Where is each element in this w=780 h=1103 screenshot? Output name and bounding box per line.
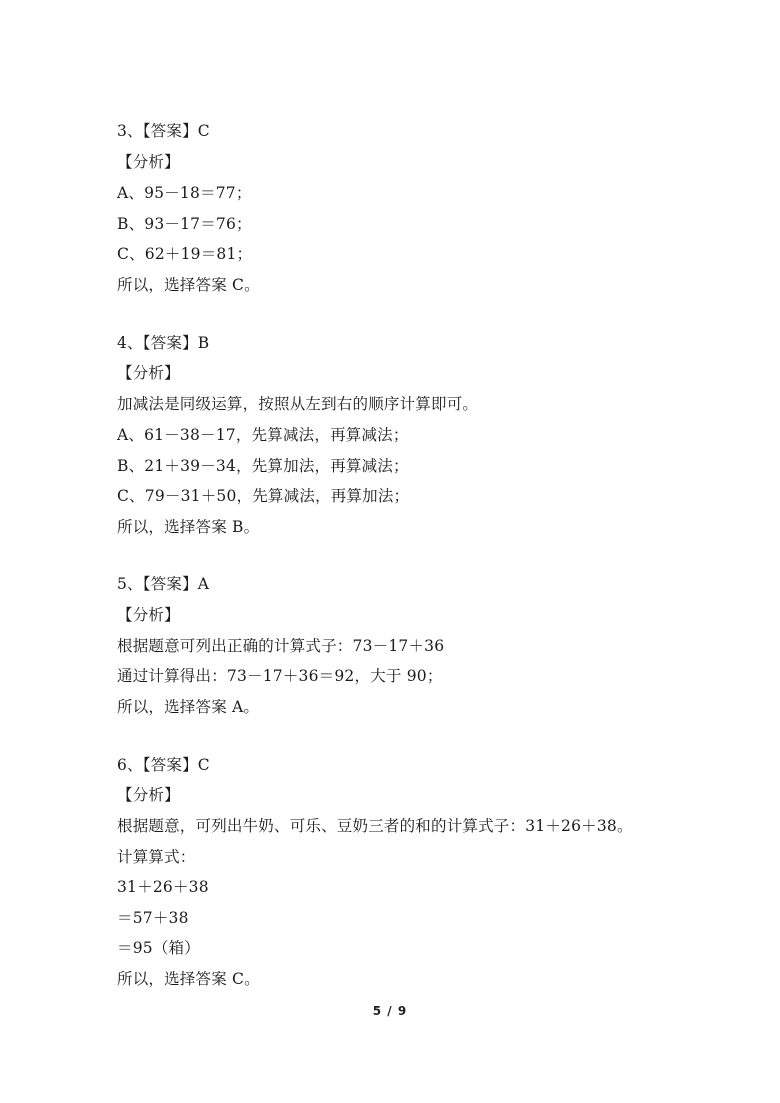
answer-3-line: C、62＋19＝81； [117, 245, 253, 263]
answer-6-line: ＝57＋38 [117, 909, 189, 927]
answer-5-analysis-label: 【分析】 [117, 606, 180, 624]
answer-6-line: 计算算式： [117, 848, 196, 866]
answer-4-line: B、21＋39－34，先算加法，再算减法； [117, 457, 409, 475]
answer-4-line: 加减法是同级运算，按照从左到右的顺序计算即可。 [117, 395, 479, 413]
answer-4-analysis-label: 【分析】 [117, 364, 180, 382]
answer-5-line: 根据题意可列出正确的计算式子：73－17＋36 [117, 637, 445, 655]
answer-5-line: 通过计算得出：73－17＋36＝92，大于 90； [117, 667, 443, 685]
answer-3-analysis-label: 【分析】 [117, 153, 180, 171]
answer-5-header: 5、【答案】A [117, 575, 210, 593]
answer-6-line: 31＋26＋38 [117, 878, 209, 896]
answer-3-conclusion: 所以，选择答案 C。 [117, 276, 260, 294]
page-number: 5 / 9 [372, 1004, 408, 1018]
answer-3-header: 3、【答案】C [117, 122, 210, 140]
answer-3-line: A、95－18＝77； [117, 184, 252, 202]
answer-3-line: B、93－17＝76； [117, 215, 252, 233]
answer-6-conclusion: 所以，选择答案 C。 [117, 970, 260, 988]
answer-5-conclusion: 所以，选择答案 A。 [117, 698, 260, 716]
answer-4-conclusion: 所以，选择答案 B。 [117, 518, 260, 536]
answer-4-line: C、79－31＋50，先算减法，再算加法； [117, 487, 410, 505]
answer-4-header: 4、【答案】B [117, 334, 210, 352]
answer-6-analysis-label: 【分析】 [117, 786, 180, 804]
answer-6-line: 根据题意，可列出牛奶、可乐、豆奶三者的和的计算式子：31＋26＋38。 [117, 817, 633, 835]
answer-6-header: 6、【答案】C [117, 756, 210, 774]
answer-4-line: A、61－38－17，先算减法，再算减法； [117, 426, 409, 444]
answer-6-line: ＝95（箱） [117, 939, 200, 957]
